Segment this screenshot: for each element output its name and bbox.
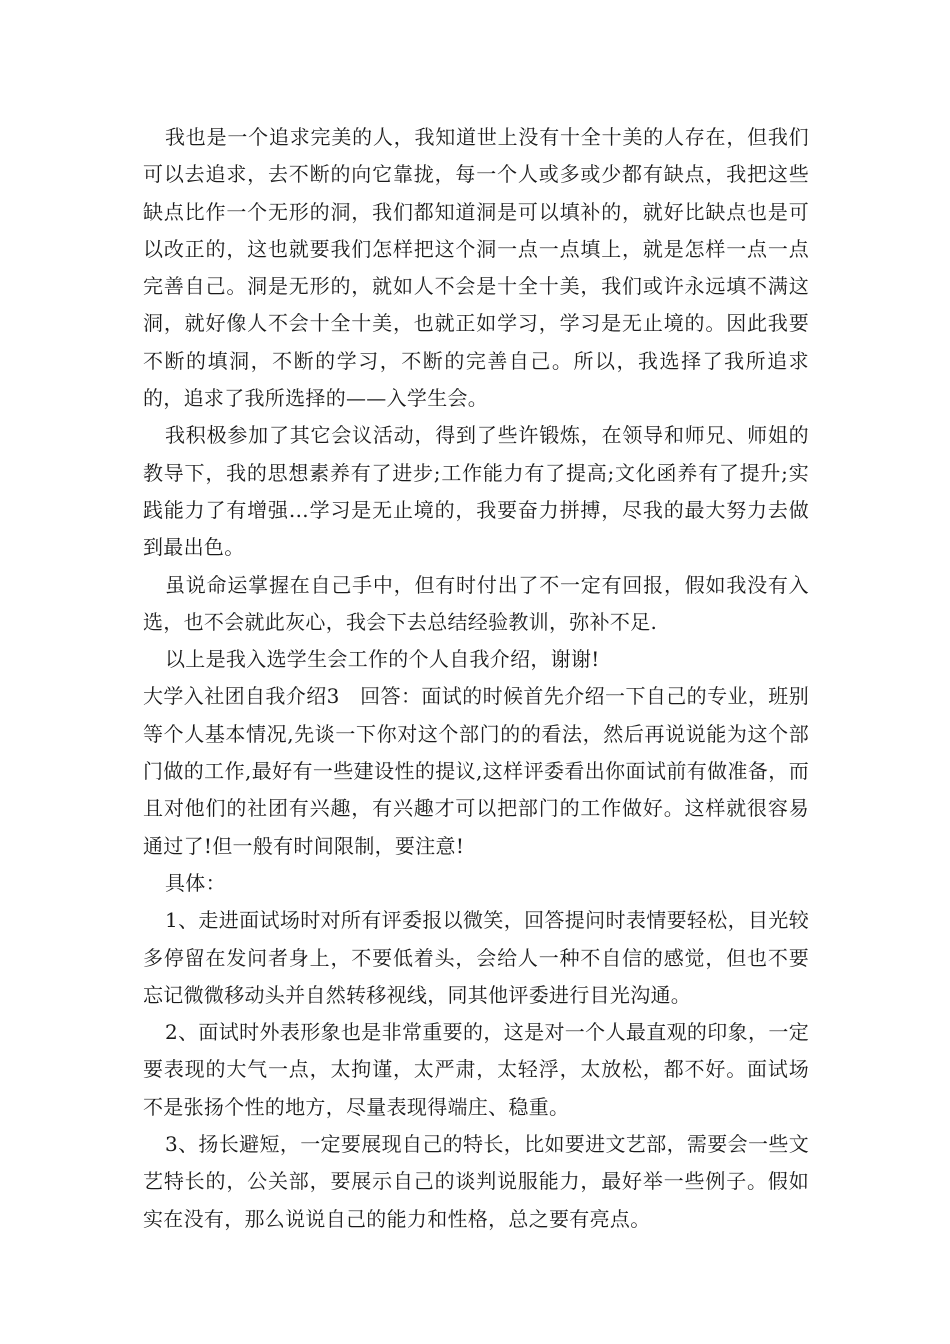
document-body: [143, 119, 809, 1238]
paragraph-club-intro: 大学入社团自我介绍3 回答：面试的时候首先介绍一下自己的专业，班别等个人基本情况,先谈一下你对这个部门的的看法，然后再说说能为这个部门做的工作,最好有一些建设性的提议,这样评委看出你面试前有做准备，而且对他们的社团有兴趣，有兴趣才可以把部门的工作做好。这样就很容易通过了!但一般有时间限制，要注意!: [143, 684, 809, 858]
paragraph-tip-2: 2、面试时外表形象也是非常重要的，这是对一个人最直观的印象，一定要表现的大气一点，太拘谨，太严肃，太轻浮，太放松，都不好。面试场不是张扬个性的地方，尽量表现得端庄、稳重。: [143, 1020, 809, 1119]
paragraph-tip-1: 1、走进面试场时对所有评委报以微笑，回答提问时表情要轻松，目光较多停留在发问者身上，不要低着头，会给人一种不自信的感觉，但也不要忘记微微移动头并自然转移视线，同其他评委进行目光沟通。: [143, 908, 809, 1007]
paragraph-thanks: 以上是我入选学生会工作的个人自我介绍，谢谢!: [165, 647, 600, 672]
paragraph-details-heading: 具体：: [165, 870, 226, 895]
paragraph-destiny: 虽说命运掌握在自己手中，但有时付出了不一定有回报，假如我没有入选，也不会就此灰心，我会下去总结经验教训，弥补不足.: [143, 572, 809, 634]
paragraph-activities: 我积极参加了其它会议活动，得到了些许锻炼，在领导和师兄、师姐的教导下，我的思想素养有了进步;工作能力有了提高;文化函养有了提升;实践能力了有增强…学习是无止境的，我要奋力拼搏，尽我的最大努力去做到最出色。: [143, 423, 809, 560]
paragraph-perfection: 我也是一个追求完美的人，我知道世上没有十全十美的人存在，但我们可以去追求，去不断的向它靠拢，每一个人或多或少都有缺点，我把这些缺点比作一个无形的洞，我们都知道洞是可以填补的，就好比缺点也是可以改正的，这也就要我们怎样把这个洞一点一点填上，就是怎样一点一点完善自己。洞是无形的，就如人不会是十全十美，我们或许永远填不满这洞，就好像人不会十全十美，也就正如学习，学习是无止境的。因此我要不断的填洞，不断的学习，不断的完善自己。所以，我选择了我所追求的，追求了我所选择的——入学生会。: [143, 125, 809, 411]
paragraph-tip-3: 3、扬长避短，一定要展现自己的特长，比如要进文艺部，需要会一些文艺特长的，公关部，要展示自己的谈判说服能力，最好举一些例子。假如实在没有，那么说说自己的能力和性格，总之要有亮点。: [143, 1132, 809, 1231]
